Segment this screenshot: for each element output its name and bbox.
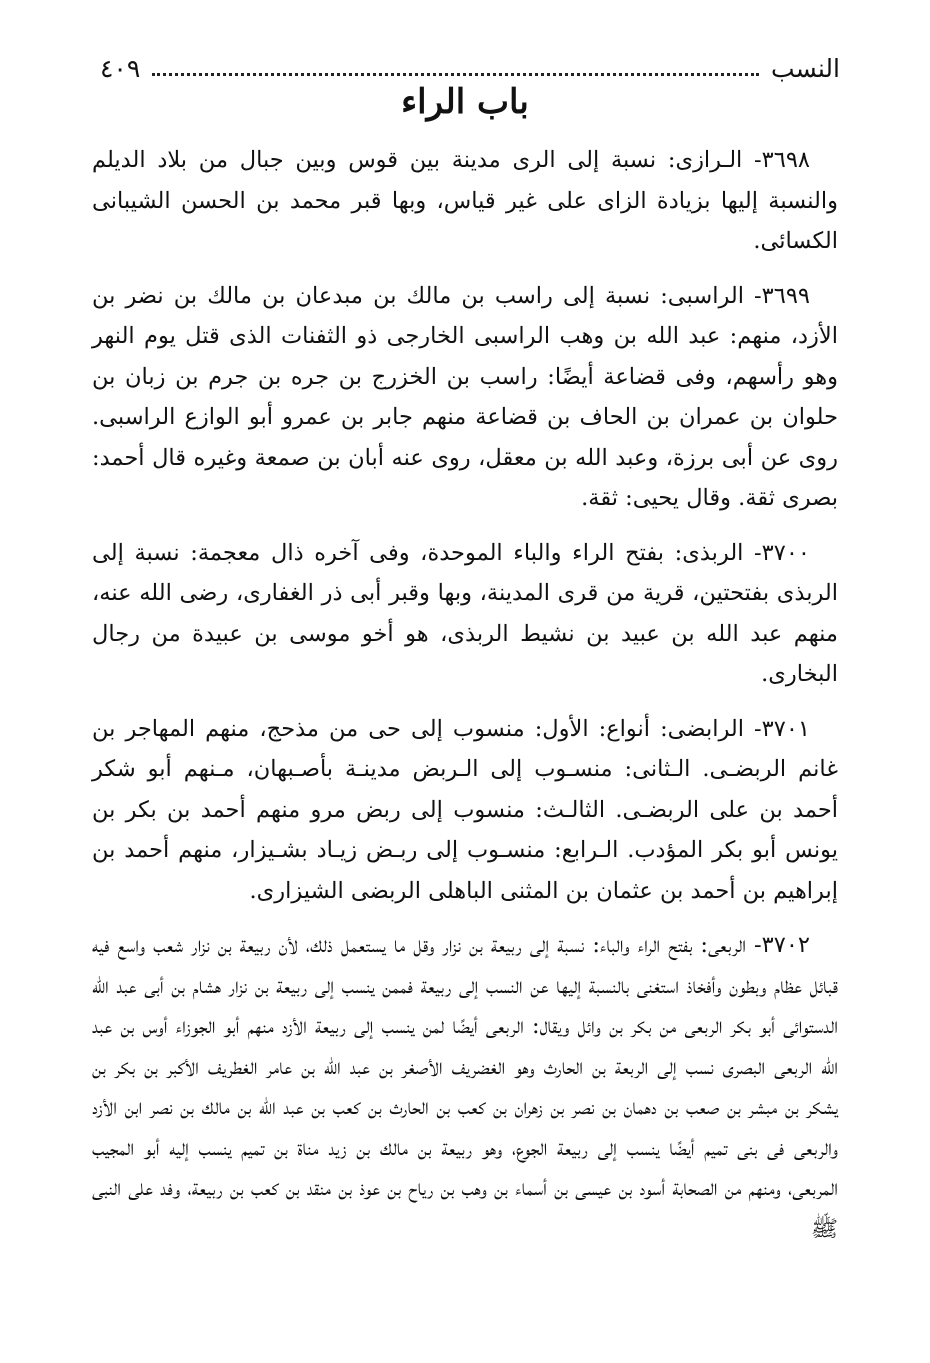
entry-3700: ٣٧٠٠- الربذى: بفتح الراء والباء الموحدة، وفى آخره ذال معجمة: نسبة إلى الربذى بفتحتين، قرية من قرى المدينة، وبها وقبر أبى ذر الغفارى، رضى الله عنه، منهم عبد الله بن عبيد بن نشيط الربذى، هو أخو موسى بن عبيدة من رجال البخارى. (92, 539, 838, 687)
dot-leader (152, 73, 759, 76)
entry-3698: ٣٦٩٨- الـرازى: نسبة إلى الرى مدينة بين قوس وبين جبال من بلاد الديلم والنسبة إليها بزيادة الزاى على غير قياس، وبها قبر محمد بن الحسن الشيبانى الكسائى. (92, 147, 838, 254)
chapter-title: باب الراء (401, 82, 529, 122)
running-title: النسب (771, 53, 840, 83)
running-header (100, 50, 840, 86)
entry-3701: ٣٧٠١- الرابضى: أنواع: الأول: منسوب إلى حى من مذحج، منهم المهاجر بن غانم الربضـى. الـثانى: منسـوب إلى الـربض مدينـة بأصـبهان، مـنهم أبو شكر أحمد بن على الربضـى. الثالـث: منسوب إلى ربض مرو منهم أحمد بن بكر بن يونس أبو بكر المؤدب. الـرابع: منسـوب إلى ربـض زيـاد بشـيزار، منهم أحمد بن إبراهيم بن أحمد بن عثمان بن المثنى الباهلى الربضى الشيزارى. (92, 715, 838, 904)
page-number: ٤٠٩ (100, 53, 141, 83)
entry-3699: ٣٦٩٩- الراسبى: نسبة إلى راسب بن مالك بن مبدعان بن مالك بن نضر بن الأزد، منهم: عبد الله بن وهب الراسبى الخارجى ذو الثفنات الذى قتل يوم النهر وهو رأسهم، وفى قضاعة أيضًا: راسب بن الخزرج بن جره بن جرم بن زبان بن حلوان بن عمران بن الحاف بن قضاعة منهم جابر بن عمرو أبو الوازع الراسبى. روى عن أبى برزة، وعبد الله بن معقل، روى عنه أبان بن صمعة وغيره قال أحمد: بصرى ثقة. وقال يحيى: ثقة. (92, 282, 838, 511)
entries-list (92, 140, 838, 1263)
entry-3702: ٣٧٠٢- الربعى: بفتح الراء والباء: نسبة إلى ربيعة بن نزار وقل ما يستعمل ذلك، لأن ربيعة بن نزار شعب واسع فيه قبائل عظام وبطون وأفخاذ استغنى بالنسبة إليها عن النسب إلى ربيعة فممن ينسب إلى ربيعة بن نزار هشام بن أبى عبد الله الدستوائى أبو بكر الربعى من بكر بن وائل ويقال: الربعى أيضًا لمن ينسب إلى ربيعة الأزد منهم أبو الجوزاء أوس بن عبد الله الربعى البصرى نسب إلى الربعة بن الحارث وهو الغضريف الأصغر بن عبد الله بن عامر الغطريف الأكبر بن بكر بن يشكر بن مبشر بن صعب بن دهمان بن نصر بن زهران بن كعب بن الحارث بن كعب بن عبد الله بن مالك بن نصر ابن الأزد والربعى فى بنى تميم أيضًا ينسب إلى ربيعة الجوع، وهو ربيعة بن مالك بن زيد مناة بن تميم ينسب إليه أبو المجيب المربعى، ومنهم من الصحابة أسود بن عيسى بن أسماء بن وهب بن رياح بن عوذ بن منقد بن كعب بن ربيعة، وفد على النبى ﷺ (92, 932, 838, 1242)
